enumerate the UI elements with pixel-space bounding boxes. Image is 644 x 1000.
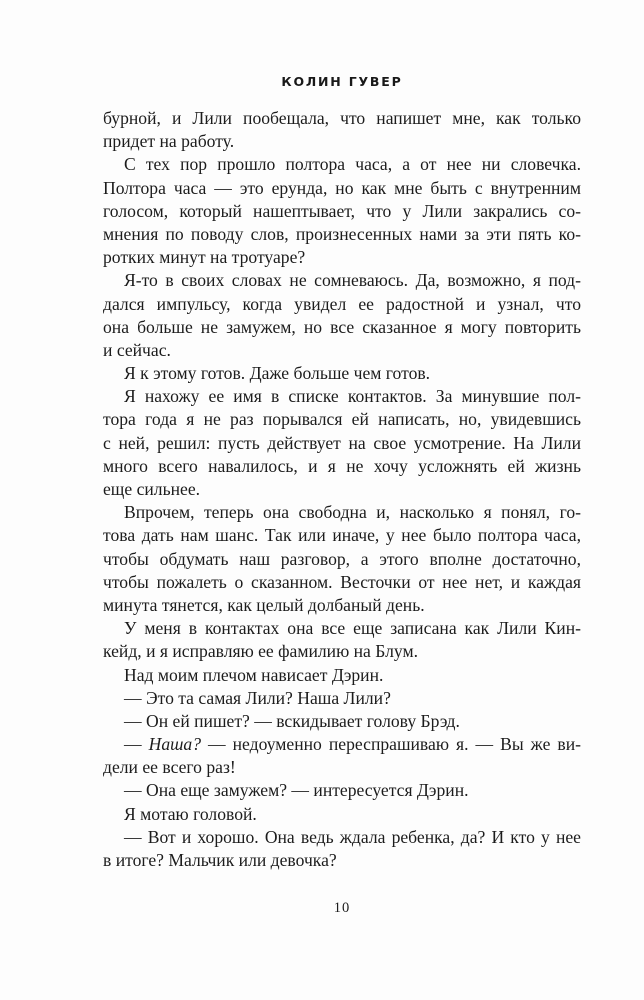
text-line: — Вот и хорошо. Она ведь ждала ребенка, да? И кто у нее	[124, 826, 581, 847]
paragraph	[103, 733, 581, 779]
text-segment: — недоуменно переспрашиваю я. — Вы же ви-	[201, 734, 582, 755]
paragraph	[103, 501, 581, 617]
paragraph	[103, 710, 581, 733]
text-line: — Он ей пишет? — вскидывает голову Брэд.	[124, 710, 460, 731]
text-line: с ней, решил: пусть действует на свое усмотрение. На Лили	[103, 432, 581, 453]
text-line: Я нахожу ее имя в списке контактов. За минувшие пол-	[124, 386, 581, 407]
text-line: голосом, который нашептывает, что у Лили закрались со-	[103, 200, 581, 221]
text-line: Над моим плечом нависает Дэрин.	[124, 664, 384, 685]
text-line: Я к этому готов. Даже больше чем готов.	[124, 363, 431, 384]
text-line: Я-то в своих словах не сомневаюсь. Да, возможно, я под-	[124, 270, 581, 291]
paragraph	[103, 687, 581, 710]
paragraph	[103, 362, 581, 385]
italic-phrase: Наша?	[148, 734, 202, 755]
text-line: Я мотаю головой.	[124, 803, 257, 824]
text-line	[103, 733, 581, 756]
paragraph	[103, 153, 581, 269]
text-line: тора года я не раз порывался ей написать, но, увидевшись	[103, 409, 581, 430]
text-line: — Это та самая Лили? Наша Лили?	[124, 687, 391, 708]
paragraph	[103, 269, 581, 362]
paragraph	[103, 107, 581, 153]
text-line: в итоге? Мальчик или девочка?	[103, 850, 337, 870]
text-line: Впрочем, теперь она свободна и, насколько я понял, го-	[124, 502, 581, 523]
text-line: и сейчас.	[103, 339, 171, 360]
page-number: 10	[333, 900, 351, 916]
text-segment: —	[124, 734, 149, 755]
text-line: еще сильнее.	[103, 479, 201, 499]
text-line: минута тянется, как целый долбаный день.	[103, 594, 425, 615]
text-line: чтобы обдумать наш разговор, а этого вполне достаточно,	[103, 548, 581, 569]
text-line: много всего навалилось, и я не хочу усложнять ей жизнь	[103, 455, 581, 476]
paragraph	[103, 826, 581, 872]
text-line: чтобы пожалеть о сказанном. Весточки от нее нет, и каждая	[103, 571, 581, 592]
text-line: мнения по поводу слов, произнесенных нами за эти пять ко-	[103, 223, 581, 244]
text-line: — Она еще замужем? — интересуется Дэрин.	[124, 780, 469, 801]
text-line: дался импульсу, когда увидел ее радостной и узнал, что	[103, 293, 581, 314]
text-line: У меня в контактах она все еще записана как Лили Кин-	[124, 618, 581, 639]
paragraph	[103, 803, 581, 826]
text-line: бурной, и Лили пообещала, что напишет мне, как только	[103, 108, 581, 128]
text-line: С тех пор прошло полтора часа, а от нее ни словечка.	[124, 154, 581, 175]
body-text	[103, 107, 581, 872]
text-line: ротких минут на тротуаре?	[103, 247, 306, 268]
paragraph	[103, 385, 581, 501]
text-line: дели ее всего раз!	[103, 757, 236, 778]
running-header: КОЛИН ГУВЕР	[281, 74, 403, 89]
text-line: Полтора часа — это ерунда, но как мне быть с внутренним	[103, 177, 581, 198]
paragraph	[103, 664, 581, 687]
text-line: придет на работу.	[103, 131, 235, 152]
paragraph	[103, 617, 581, 663]
text-line: кейд, и я исправляю ее фамилию на Блум.	[103, 641, 419, 662]
text-line: она больше не замужем, но все сказанное я могу повторить	[103, 316, 581, 337]
paragraph	[103, 779, 581, 802]
text-line: това дать нам шанс. Так или иначе, у нее было полтора часа,	[103, 525, 581, 546]
